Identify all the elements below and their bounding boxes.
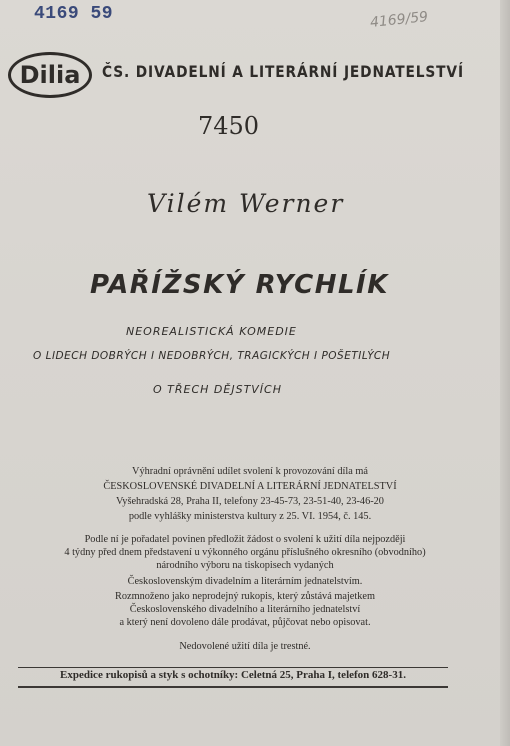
rights-line: Vyšehradská 28, Praha II, telefony 23-45-73, 23-51-40, 23-46-20	[116, 495, 384, 507]
notice-paragraph	[10, 533, 480, 588]
logo-text: Dilia	[19, 61, 81, 89]
footer-top-rule	[18, 667, 448, 668]
footer-bottom-rule	[18, 686, 448, 688]
rights-line: podle vyhlášky ministerstva kultury z 25. VI. 1954, č. 145.	[128, 510, 372, 522]
manuscript-line: a který není dovoleno dále prodávat, půjčovat nebo opisovat.	[119, 617, 371, 628]
manuscript-line: Československého divadelního a literárního jednatelství	[129, 604, 361, 615]
notice-line: národního výboru na tiskopisech vydaných	[156, 560, 334, 571]
notice-line: Československým divadelním a literárním jednatelstvím.	[127, 576, 363, 587]
notice-line: 4 týdny před dnem představení u výkonného orgánu příslušného okresního (obvodního)	[64, 547, 426, 558]
author-name: Vilém Werner	[147, 189, 345, 218]
inventory-stamp: 4169 59	[34, 4, 114, 24]
footer-contact: Expedice rukopisů a styk s ochotníky: Celetná 25, Praha I, telefon 628-31.	[60, 669, 406, 681]
rights-line: Výhradní oprávnění udílet svolení k provozování díla má	[132, 466, 368, 477]
subtitle-acts: O TŘECH DĚJSTVÍCH	[153, 383, 283, 396]
prohibition-line: Nedovolené užití díla je trestné.	[179, 641, 311, 652]
notice-line: Podle ní je pořadatel povinen předložit žádost o svolení k užití díla nejpozději	[84, 534, 406, 545]
rights-line: ČESKOSLOVENSKÉ DIVADELNÍ A LITERÁRNÍ JEDNATELSTVÍ	[103, 480, 397, 492]
subtitle-genre: NEOREALISTICKÁ KOMEDIE	[126, 325, 297, 338]
publisher-name: ČS. DIVADELNÍ A LITERÁRNÍ JEDNATELSTVÍ	[102, 62, 464, 81]
subtitle-description: O LIDECH DOBRÝCH I NEDOBRÝCH, TRAGICKÝCH I POŠETILÝCH	[33, 350, 391, 362]
manuscript-paragraph	[10, 590, 480, 629]
play-title: PAŘÍŽSKÝ RYCHLÍK	[90, 270, 389, 300]
rights-paragraph	[30, 465, 470, 525]
page-edge	[500, 0, 510, 746]
pencil-note: 4169/59	[369, 9, 429, 31]
dilia-logo	[8, 52, 92, 98]
document-number: 7450	[198, 112, 260, 140]
manuscript-line: Rozmnoženo jako neprodejný rukopis, který zůstává majetkem	[115, 591, 375, 602]
